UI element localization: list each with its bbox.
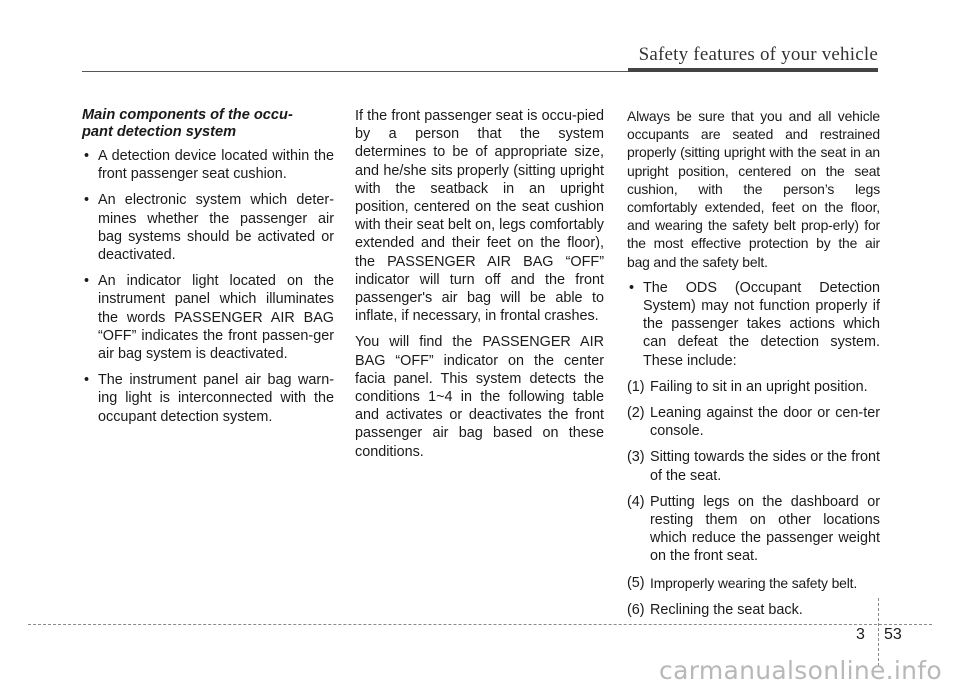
- list-item: • An indicator light located on the instrument panel which illuminates the words PASSENGER AIR BAG “OFF” indicates the front passen-ger air bag system is deactivated.: [82, 272, 334, 363]
- component-list: [82, 147, 334, 426]
- paragraph: You will find the PASSENGER AIR BAG “OFF” indicator on the center facia panel. This system detects the conditions 1~4 in the following table and activates or deactivates the front passenger air bag based on these conditions.: [355, 334, 604, 460]
- footer-rule: [28, 624, 932, 625]
- column-left: [82, 107, 334, 434]
- column-right: [627, 107, 880, 627]
- condition-item: (2) Leaning against the door or cen-ter console.: [627, 405, 880, 440]
- list-item: • The instrument panel air bag warn-ing light is interconnected with the occupant detection system.: [82, 371, 334, 426]
- list-item: • An electronic system which deter-mines whether the passenger air bag systems should be activated or deactivated.: [82, 191, 334, 264]
- intro-paragraph: Always be sure that you and all vehicle occupants are seated and restrained properly (sitting upright with the seat in an upright position, centered on the seat cushion, with the person’s legs comfortably extended, feet on the floor, and wearing the safety belt prop-erly) for the most effective protection by the air bag and the safety belt.: [627, 108, 880, 270]
- condition-item: (6) Reclining the seat back.: [627, 601, 803, 618]
- list-item: • A detection device located within the front passenger seat cushion.: [82, 147, 334, 183]
- section-number: 3: [856, 626, 865, 643]
- ods-note: [627, 279, 880, 370]
- header-title: Safety features of your vehicle: [638, 44, 878, 65]
- condition-item: (3) Sitting towards the sides or the front of the seat.: [627, 449, 880, 484]
- list-item: • The ODS (Occupant Detection System) may not function properly if the passenger takes actions which can defeat the detection system. These include:: [627, 279, 880, 370]
- condition-item: (4) Putting legs on the dashboard or resting them on other locations which reduce the passenger weight on the front seat.: [627, 493, 880, 565]
- page-number: 53: [884, 626, 902, 643]
- conditions-list: [627, 378, 880, 619]
- condition-item: (5) Improperly wearing the safety belt.: [627, 574, 858, 591]
- section-heading: Main components of the occu- pant detection system: [82, 107, 293, 140]
- paragraph: If the front passenger seat is occu-pied by a person that the system determines to be of appropriate size, and he/she sits properly (sitting upright with the seatback in an upright position, centered on the seat cushion with their seat belt on, legs comfortably extended and their feet on the floor), the PASSENGER AIR BAG “OFF” indicator will turn off and the front passenger's air bag will be able to inflate, if necessary, in frontal crashes.: [355, 108, 604, 325]
- header-rule-accent: [628, 68, 878, 72]
- condition-item: (1) Failing to sit in an upright position.: [627, 378, 868, 395]
- column-middle: [355, 107, 604, 469]
- watermark: carmanualsonline.info: [659, 656, 942, 685]
